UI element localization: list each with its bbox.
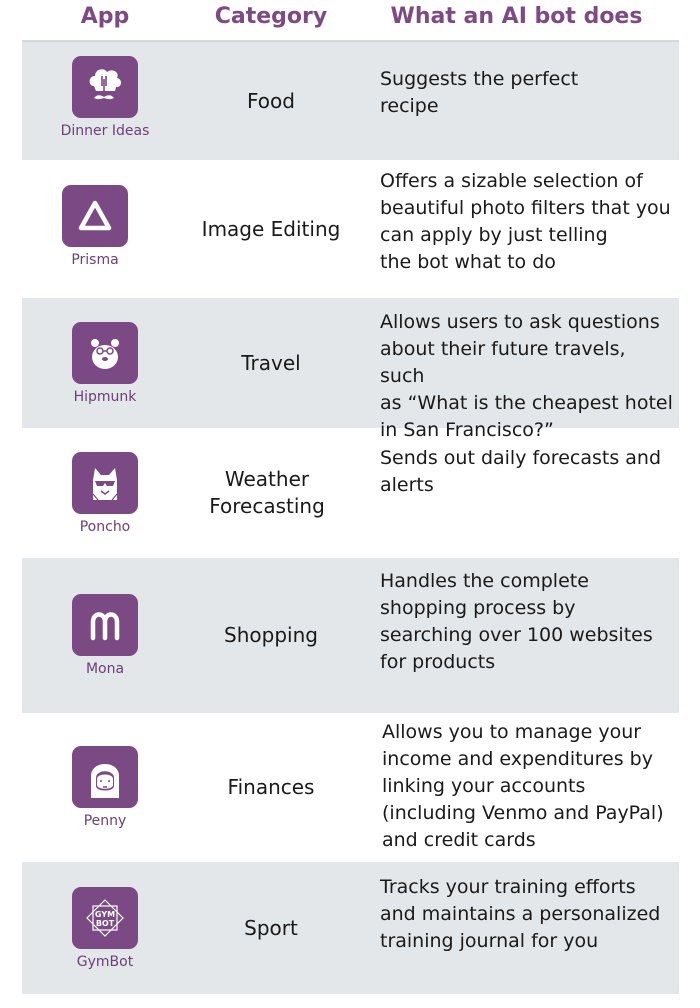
app-name: Penny [83, 813, 127, 829]
gymbot-logo-text-top: GYM [94, 909, 116, 919]
description-cell: Handles the complete shopping process by searching over 100 websites for products [380, 570, 653, 673]
app-cell [22, 558, 188, 713]
category-cell: Sport [244, 915, 298, 940]
category-cell: Food [247, 88, 295, 113]
header-app: App [80, 4, 130, 29]
category-cell: Weather Forecasting [209, 467, 325, 518]
app-name: Dinner Ideas [60, 122, 150, 139]
description-cell: Offers a sizable selection of beautiful photo filters that you can apply by just telling the bot what to do [380, 170, 671, 273]
app-cell [22, 298, 188, 428]
category-cell: Image Editing [201, 216, 341, 241]
app-name: GymBot [76, 953, 134, 970]
app-cell [12, 160, 178, 298]
gymbot-logo-icon [72, 887, 138, 949]
girl-face-icon [72, 746, 138, 808]
triangle-icon [62, 185, 128, 247]
app-name: Poncho [79, 518, 131, 535]
chipmunk-icon [72, 322, 138, 384]
app-name: Prisma [71, 251, 119, 268]
apps-table [22, 0, 679, 994]
description-cell: Suggests the perfect recipe [380, 68, 579, 117]
app-cell [22, 428, 188, 558]
app-cell [22, 42, 188, 160]
category-cell: Shopping [224, 623, 318, 647]
table-row [22, 298, 679, 441]
letter-m-icon [72, 594, 138, 656]
app-cell [22, 713, 188, 862]
cat-sunglasses-icon [72, 452, 138, 514]
category-cell: Travel [241, 350, 301, 375]
app-name: Hipmunk [73, 388, 137, 405]
table-row [22, 42, 679, 160]
table-row [22, 558, 679, 713]
chef-hat-icon [72, 56, 138, 118]
table-row [22, 862, 679, 994]
gymbot-logo-text-bottom: BOT [95, 918, 115, 928]
description-cell: Tracks your training efforts and maintains a personalized training journal for you [380, 876, 661, 952]
description-cell: Allows users to ask questions about their future travels, such as “What is the cheapest hotel in San Francisco?” [380, 311, 673, 441]
table-row [22, 428, 679, 558]
table-row [22, 713, 679, 862]
description-cell: Allows you to manage your income and expenditures by linking your accounts (including Venmo and PayPal) and credit cards [382, 721, 664, 851]
table-header [22, 0, 679, 42]
category-cell: Finances [227, 775, 315, 799]
description-cell: Sends out daily forecasts and alerts [380, 447, 662, 496]
app-cell [22, 862, 188, 994]
header-category: Category [214, 4, 328, 29]
header-what: What an AI bot does [390, 4, 643, 29]
app-name: Mona [85, 661, 125, 677]
table-row [22, 160, 679, 298]
